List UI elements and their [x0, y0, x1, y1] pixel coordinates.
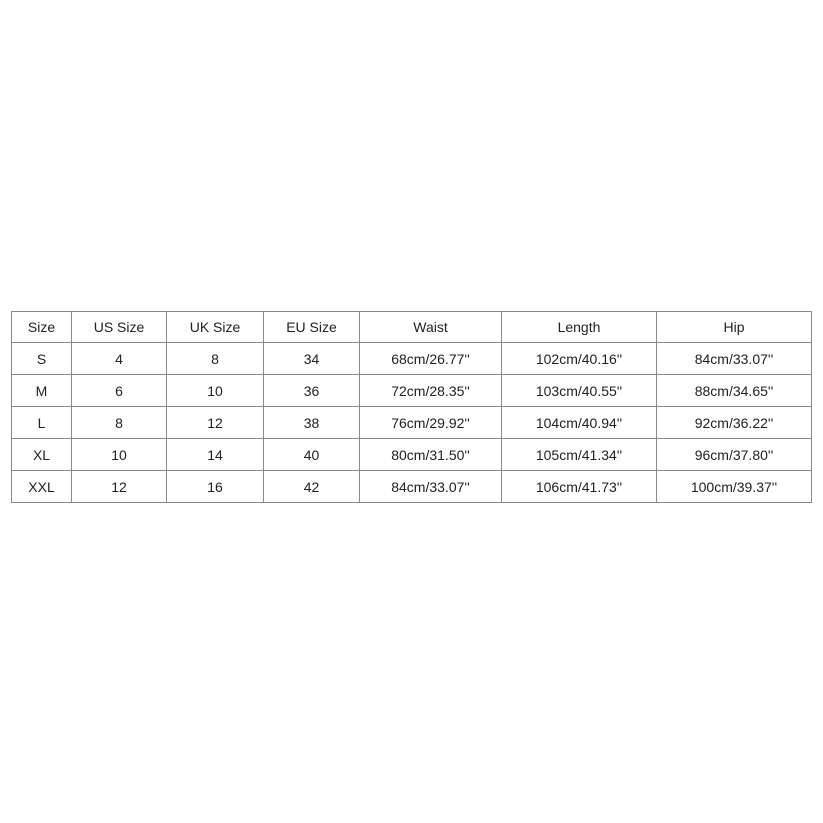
cell-eu-size: 42	[264, 471, 360, 503]
cell-length: 103cm/40.55''	[502, 375, 657, 407]
cell-us-size: 6	[72, 375, 167, 407]
cell-waist: 80cm/31.50''	[360, 439, 502, 471]
cell-uk-size: 10	[167, 375, 264, 407]
cell-size: XL	[12, 439, 72, 471]
cell-waist: 68cm/26.77''	[360, 343, 502, 375]
cell-length: 106cm/41.73''	[502, 471, 657, 503]
cell-us-size: 8	[72, 407, 167, 439]
cell-us-size: 12	[72, 471, 167, 503]
table-row	[12, 439, 812, 471]
cell-waist: 76cm/29.92''	[360, 407, 502, 439]
header-hip: Hip	[657, 312, 812, 343]
header-size: Size	[12, 312, 72, 343]
header-waist: Waist	[360, 312, 502, 343]
cell-uk-size: 16	[167, 471, 264, 503]
cell-length: 102cm/40.16''	[502, 343, 657, 375]
cell-eu-size: 36	[264, 375, 360, 407]
header-eu-size: EU Size	[264, 312, 360, 343]
cell-hip: 96cm/37.80''	[657, 439, 812, 471]
cell-hip: 92cm/36.22''	[657, 407, 812, 439]
cell-eu-size: 40	[264, 439, 360, 471]
cell-us-size: 10	[72, 439, 167, 471]
header-us-size: US Size	[72, 312, 167, 343]
cell-length: 105cm/41.34''	[502, 439, 657, 471]
header-uk-size: UK Size	[167, 312, 264, 343]
cell-eu-size: 38	[264, 407, 360, 439]
cell-size: M	[12, 375, 72, 407]
cell-uk-size: 14	[167, 439, 264, 471]
cell-hip: 84cm/33.07''	[657, 343, 812, 375]
table-row	[12, 343, 812, 375]
size-chart-table	[11, 311, 812, 503]
cell-eu-size: 34	[264, 343, 360, 375]
cell-size: S	[12, 343, 72, 375]
header-length: Length	[502, 312, 657, 343]
cell-size: L	[12, 407, 72, 439]
table-row	[12, 375, 812, 407]
cell-uk-size: 8	[167, 343, 264, 375]
table-row	[12, 407, 812, 439]
cell-hip: 100cm/39.37''	[657, 471, 812, 503]
cell-waist: 84cm/33.07''	[360, 471, 502, 503]
cell-us-size: 4	[72, 343, 167, 375]
cell-uk-size: 12	[167, 407, 264, 439]
cell-hip: 88cm/34.65''	[657, 375, 812, 407]
cell-length: 104cm/40.94''	[502, 407, 657, 439]
cell-size: XXL	[12, 471, 72, 503]
header-row	[12, 312, 812, 343]
cell-waist: 72cm/28.35''	[360, 375, 502, 407]
table-row	[12, 471, 812, 503]
